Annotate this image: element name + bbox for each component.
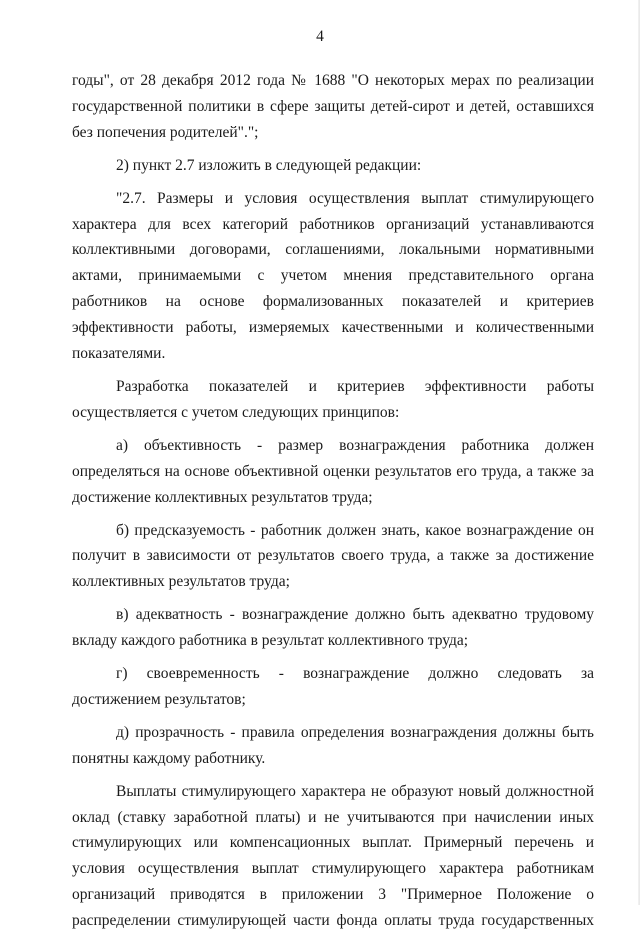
paragraph-principle-adequacy: в) адекватность - вознаграждение должно быть адекватно трудовому вкладу каждого работника в результат коллективного труда; — [72, 606, 594, 650]
paragraph-development-principles: Разработка показателей и критериев эффективности работы осуществляется с учетом следующих принципов: — [72, 377, 594, 421]
paragraph-principle-timeliness: г) своевременность - вознаграждение должно следовать за достижением результатов; — [72, 665, 594, 708]
paragraph-payments: Выплаты стимулирующего характера не образуют новый должностной оклад (ставку заработной платы) и не учитываются при начислении иных стимулирующих или компенсационных выплат. Примерный перечень и условия осуществления выплат стимулирующего характера работникам организаций приводятся в приложении 3 "Примерное Положение о распределении стимулирующей части фонда оплаты труда государственных — [72, 782, 594, 930]
paragraph-clause-2-7: "2.7. Размеры и условия осуществления выплат стимулирующего характера для всех категорий работников организаций устанавливаются коллективными договорами, соглашениями, локальными нормативными актами, принимаемыми с учетом мнения представительного органа работников на основе формализованных показателей и критериев эффективности работы, измеряемых качественными и количественными показателями. — [72, 189, 594, 363]
paragraph-item-2: 2) пункт 2.7 изложить в следующей редакции: — [116, 156, 422, 174]
paragraph-principle-transparency: д) прозрачность - правила определения вознаграждения должны быть понятны каждому работнику. — [72, 723, 594, 767]
page-number: 4 — [316, 28, 324, 45]
paragraph-continuation: годы", от 28 декабря 2012 года № 1688 "О некоторых мерах по реализации государственной политики в сфере защиты детей-сирот и детей, оставшихся без попечения родителей"."; — [72, 72, 594, 141]
paragraph-principle-predictability: б) предсказуемость - работник должен знать, какое вознаграждение он получит в зависимости от результатов своего труда, а также за достижение коллективных результатов труда; — [72, 521, 594, 591]
document-body — [72, 68, 594, 934]
paragraph-principle-objectivity: а) объективность - размер вознаграждения работника должен определяться на основе объективной оценки результатов его труда, а также за достижение коллективных результатов труда; — [72, 436, 594, 506]
